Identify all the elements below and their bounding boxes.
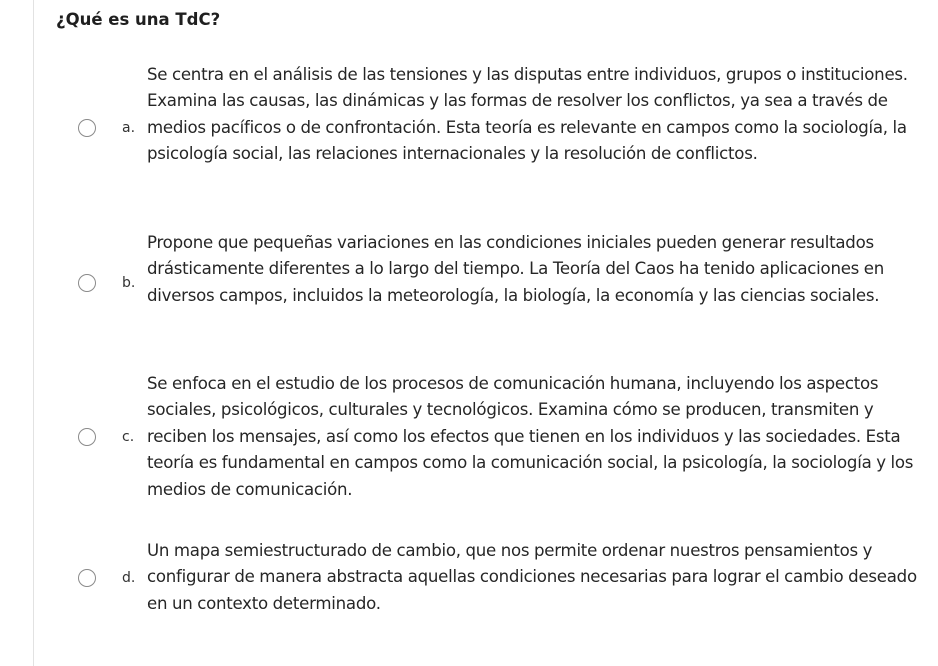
option-letter: c. [122,429,135,445]
option-b[interactable] [0,230,938,340]
option-c[interactable] [0,371,938,507]
radio-option-a[interactable] [78,119,96,137]
option-text: Propone que pequeñas variaciones en las condiciones iniciales pueden generar resultados drásticamente diferentes a lo largo del tiempo. La Teoría del Caos ha tenido aplicaciones en diversos campos, incluidos la meteorología, la biología, la economía y las ciencias sociales. [147,233,885,305]
option-text: Se centra en el análisis de las tensiones y las disputas entre individuos, grupos o instituciones. Examina las causas, las dinámicas y las formas de resolver los conflictos, ya sea a través de medios pacíficos o de confrontación. Esta teoría es relevante en campos como la sociología, la psicología social, las relaciones internacionales y la resolución de conflictos. [147,65,908,164]
option-text: Se enfoca en el estudio de los procesos de comunicación humana, incluyendo los aspectos sociales, psicológicos, culturales y tecnológicos. Examina cómo se producen, transmiten y reciben los mensajes, así como los efectos que tienen en los individuos y las sociedades. Esta teoría es fundamental en campos como la comunicación social, la psicología, la sociología y los medios de comunicación. [147,374,914,499]
option-text: Un mapa semiestructurado de cambio, que nos permite ordenar nuestros pensamientos y configurar de manera abstracta aquellas condiciones necesarias para lograr el cambio deseado en un contexto determinado. [147,541,917,613]
radio-option-b[interactable] [78,274,96,292]
option-a[interactable] [0,62,938,198]
question-title: ¿Qué es una TdC? [56,10,221,29]
radio-option-d[interactable] [78,569,96,587]
option-letter: b. [122,275,136,291]
option-d[interactable] [0,538,938,622]
option-letter: d. [122,570,136,586]
option-letter: a. [122,120,136,136]
radio-option-c[interactable] [78,428,96,446]
